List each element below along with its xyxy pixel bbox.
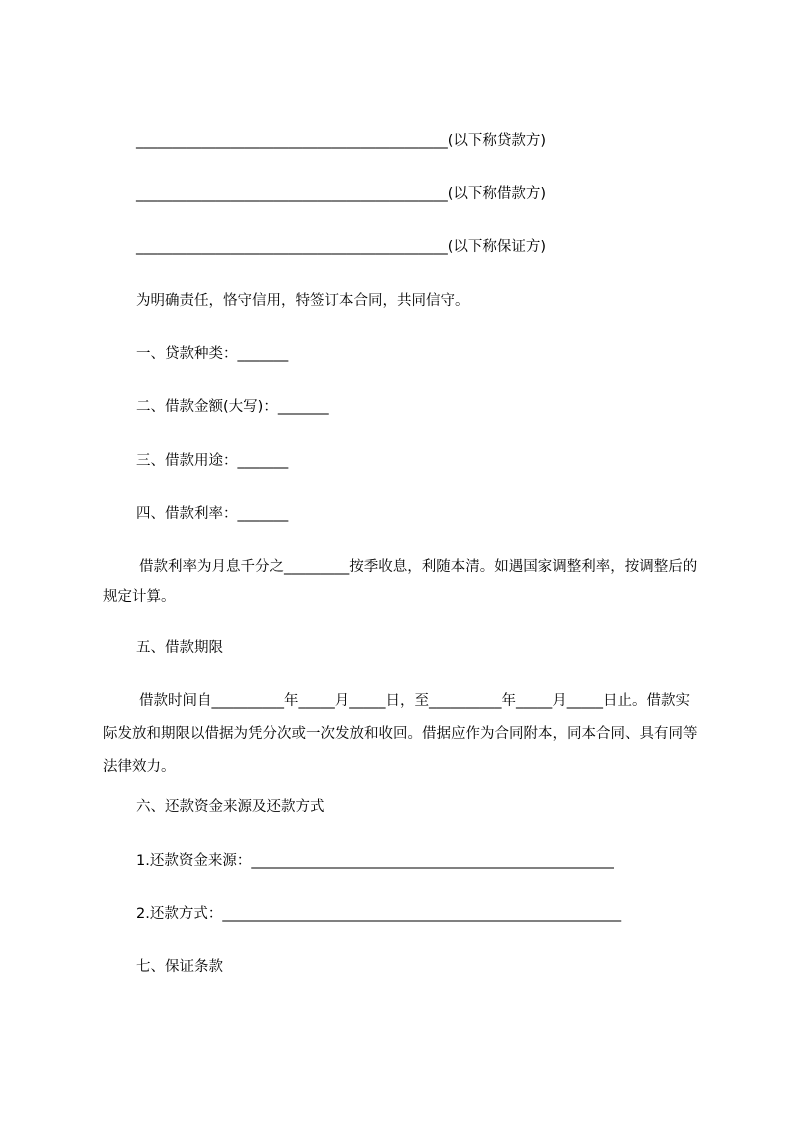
- clause-1-loan-type: 一、贷款种类：_______: [136, 346, 289, 362]
- clause-3-loan-purpose: 三、借款用途：_______: [136, 453, 289, 469]
- guarantor-blank: ___________________________________________: [136, 239, 448, 255]
- preamble: 为明确责任，恪守信用，特签订本合同，共同信守。: [136, 293, 470, 309]
- guarantor-line: [136, 237, 546, 257]
- clause-7-guarantee: 七、保证条款: [136, 959, 223, 975]
- clause-6-1-funding-source: 1.还款资金来源：__________________________________________________: [136, 853, 614, 869]
- clause-6-2-repayment-method: 2.还款方式：_______________________________________________________: [136, 906, 622, 922]
- borrower-label: (以下称借款方): [447, 186, 547, 202]
- guarantor-label: (以下称保证方): [447, 239, 547, 255]
- lender-blank: ___________________________________________: [136, 133, 448, 149]
- clause-2-loan-amount: 二、借款金额(大写)：_______: [136, 399, 329, 415]
- clause-4-body: 借款利率为月息千分之_________按季收息，利随本清。如遇国家调整利率，按调整后的规定计算。: [103, 559, 698, 605]
- lender-label: (以下称贷款方): [447, 133, 547, 149]
- clause-4-interest-rate: 四、借款利率：_______: [136, 506, 289, 522]
- lender-line: [136, 131, 546, 151]
- clause-5-loan-term: 五、借款期限: [136, 640, 223, 656]
- borrower-line: [136, 184, 546, 204]
- borrower-blank: ___________________________________________: [136, 186, 448, 202]
- clause-6-repayment: 六、还款资金来源及还款方式: [136, 799, 325, 815]
- clause-5-body: 借款时间自__________年_____月_____日，至__________年_____月_____日止。借款实际发放和期限以借据为凭分次或一次发放和收回。借据应作为合同附本，同本合同、具有同等法律效力。: [103, 693, 698, 775]
